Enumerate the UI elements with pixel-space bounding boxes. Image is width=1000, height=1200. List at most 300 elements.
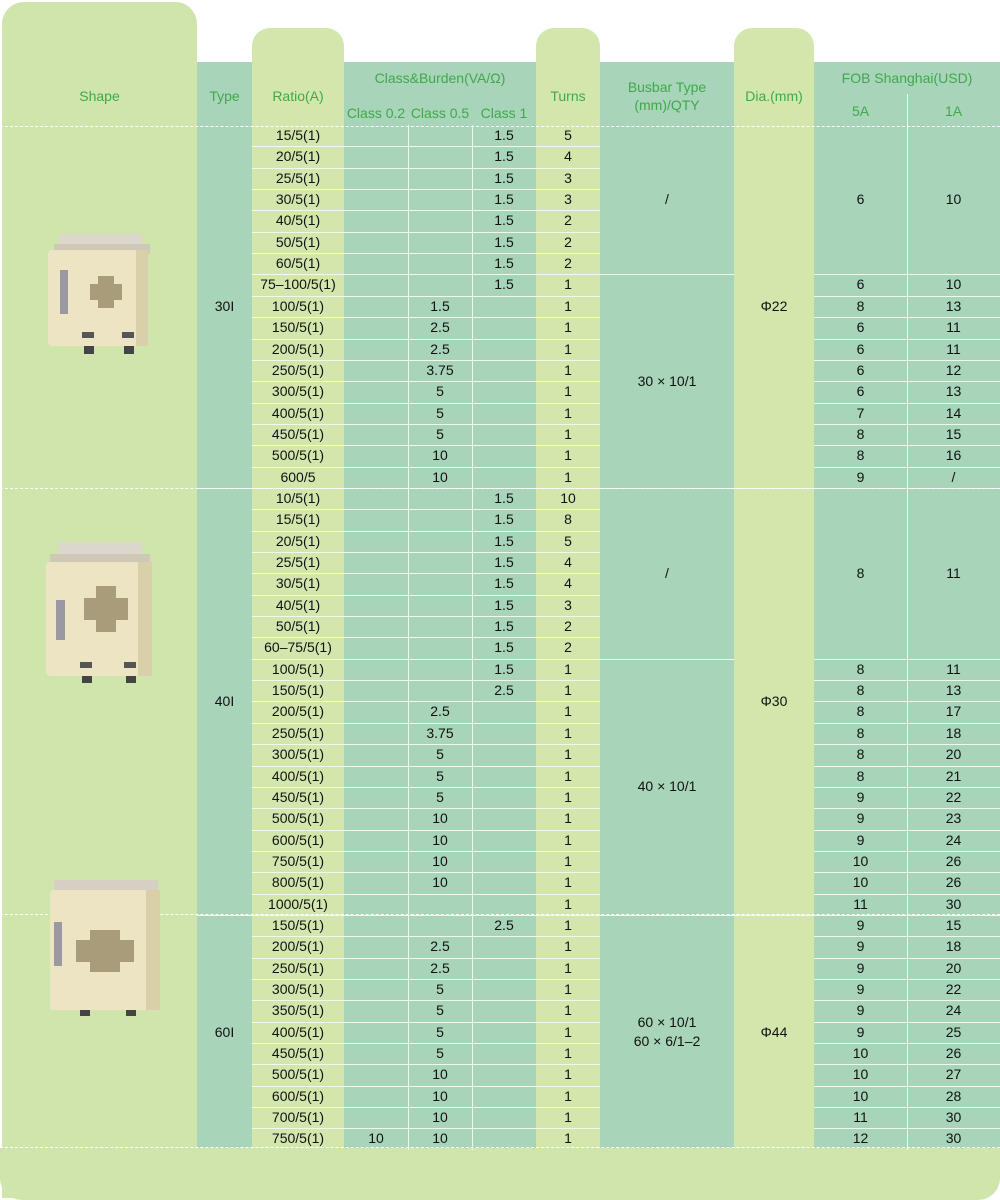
cell-ratio: 400/5(1) [271, 1023, 325, 1040]
cell-c1: 1.5 [494, 191, 514, 208]
busbar-cell-line: 60 × 10/1 [637, 1014, 697, 1031]
cell-c05 [408, 659, 472, 680]
cell-c1 [472, 360, 536, 381]
cell-c02 [344, 616, 408, 637]
cell-p1: / [951, 468, 956, 485]
cell-c02 [344, 872, 408, 893]
cell-p5: 10 [852, 1087, 869, 1104]
cell-c1 [472, 445, 536, 466]
cell-p1: 15 [945, 916, 962, 933]
cell-p1: 10 [945, 276, 962, 293]
cell-c05: 5 [436, 425, 444, 442]
cell-c1 [472, 851, 536, 872]
cell-c1 [472, 894, 536, 915]
cell-p5: 10 [852, 1045, 869, 1062]
cell-ratio: 200/5(1) [271, 703, 325, 720]
cell-ratio: 450/5(1) [271, 1045, 325, 1062]
cell-c1 [472, 872, 536, 893]
cell-c05 [408, 595, 472, 616]
cell-p5: 9 [856, 1002, 865, 1019]
cell-c02 [344, 744, 408, 765]
price-5a-cell: 6 [856, 191, 865, 208]
cell-c05: 2.5 [430, 703, 450, 720]
header-fob-1a: 1A [944, 103, 963, 119]
cell-c1: 1.5 [494, 127, 514, 143]
cell-c02 [344, 509, 408, 530]
cell-turns: 1 [564, 383, 572, 400]
cell-c02 [344, 189, 408, 210]
transformer-40i-image [40, 540, 160, 685]
cell-ratio: 700/5(1) [271, 1109, 325, 1126]
cell-c05: 5 [436, 767, 444, 784]
cell-p1: 27 [945, 1066, 962, 1083]
cell-turns: 1 [564, 447, 572, 464]
cell-p1: 26 [945, 1045, 962, 1062]
cell-c02 [344, 723, 408, 744]
cell-ratio: 500/5(1) [271, 1066, 325, 1083]
cell-c02 [344, 1107, 408, 1128]
cell-ratio: 150/5(1) [271, 916, 325, 933]
cell-c05 [408, 253, 472, 274]
cell-turns: 1 [564, 660, 572, 677]
cell-ratio: 250/5(1) [271, 959, 325, 976]
transformer-30i-image [40, 232, 160, 360]
cell-ratio: 30/5(1) [275, 191, 321, 208]
cell-c1 [472, 701, 536, 722]
cell-c1: 1.5 [494, 554, 514, 570]
cell-ratio: 200/5(1) [271, 938, 325, 955]
cell-turns: 2 [564, 233, 572, 250]
cell-p1: 17 [945, 703, 962, 720]
cell-c1 [472, 830, 536, 851]
cell-ratio: 600/5(1) [271, 831, 325, 848]
cell-ratio: 400/5(1) [271, 404, 325, 421]
cell-p1: 13 [945, 383, 962, 400]
busbar-cell [600, 488, 734, 659]
header-fob-5a: 5A [851, 103, 870, 119]
cell-c1 [472, 979, 536, 1000]
cell-c02 [344, 1064, 408, 1085]
cell-turns: 1 [564, 959, 572, 976]
cell-ratio: 10/5(1) [275, 489, 321, 506]
cell-p5: 8 [856, 682, 865, 699]
cell-ratio: 350/5(1) [271, 1002, 325, 1019]
cell-ratio: 60/5(1) [275, 255, 321, 272]
cell-turns: 2 [564, 212, 572, 229]
cell-ratio: 15/5(1) [275, 511, 321, 528]
cell-c05 [408, 637, 472, 658]
cell-c05 [408, 146, 472, 167]
cell-p5: 9 [856, 916, 865, 933]
cell-ratio: 15/5(1) [275, 127, 321, 143]
cell-c02 [344, 766, 408, 787]
cell-turns: 1 [564, 361, 572, 378]
header-shape: Shape [79, 88, 120, 104]
cell-turns: 4 [564, 554, 572, 570]
cell-turns: 1 [564, 340, 572, 357]
cell-turns: 3 [564, 169, 572, 186]
cell-turns: 1 [564, 297, 572, 314]
cell-c02 [344, 787, 408, 808]
cell-p1: 24 [945, 831, 962, 848]
cell-c1 [472, 403, 536, 424]
cell-p5: 6 [856, 383, 865, 400]
cell-c05: 10 [432, 831, 448, 848]
cell-c02 [344, 659, 408, 680]
cell-c02 [344, 339, 408, 360]
cell-c02 [344, 573, 408, 594]
header-turns: Turns [550, 88, 586, 104]
cell-p1: 28 [945, 1087, 962, 1104]
cell-p5: 8 [856, 703, 865, 720]
cell-ratio: 200/5(1) [271, 340, 325, 357]
cell-c1: 1.5 [494, 532, 514, 549]
busbar-cell [600, 659, 734, 915]
cell-p1: 30 [945, 1109, 962, 1126]
cell-c02 [344, 637, 408, 658]
cell-c02 [344, 381, 408, 402]
cell-turns: 1 [564, 1109, 572, 1126]
cell-p1: 30 [945, 895, 962, 912]
cell-c05: 10 [432, 447, 448, 464]
cell-p5: 6 [856, 340, 865, 357]
cell-p5: 9 [856, 1023, 865, 1040]
cell-c02 [344, 979, 408, 1000]
header-class-1: Class 1 [480, 105, 528, 121]
cell-turns: 1 [564, 810, 572, 827]
cell-ratio: 30/5(1) [275, 575, 321, 592]
cell-c05: 10 [432, 874, 448, 891]
cell-ratio: 150/5(1) [271, 682, 325, 699]
cell-p5: 7 [856, 404, 865, 421]
cell-c1 [472, 1086, 536, 1107]
cell-turns: 1 [564, 1023, 572, 1040]
cell-c1 [472, 1043, 536, 1064]
cell-c1: 1.5 [494, 255, 514, 272]
type-cell: 30I [214, 297, 235, 314]
busbar-cell [600, 274, 734, 488]
cell-c05: 5 [436, 1002, 444, 1019]
cell-turns: 1 [564, 1087, 572, 1104]
cell-c1: 1.5 [494, 169, 514, 186]
cell-c1: 2.5 [494, 682, 514, 699]
cell-c05 [408, 573, 472, 594]
type-cell: 40I [214, 692, 235, 709]
header-ratio: Ratio(A) [272, 88, 324, 104]
cell-c05: 5 [436, 981, 444, 997]
cell-c02 [344, 232, 408, 253]
cell-c02 [344, 467, 408, 488]
cell-turns: 2 [564, 618, 572, 635]
busbar-cell-line: / [665, 191, 669, 208]
dia-cell: Φ44 [760, 1023, 788, 1040]
cell-c02 [344, 958, 408, 979]
cell-turns: 2 [564, 639, 572, 656]
cell-c02 [344, 125, 408, 146]
transformer-60i-image [50, 878, 162, 1018]
cell-ratio: 20/5(1) [275, 148, 321, 165]
cell-p1: 13 [945, 682, 962, 699]
cell-c02 [344, 360, 408, 381]
cell-c1: 1.5 [494, 618, 514, 635]
cell-c05: 5 [436, 1045, 444, 1062]
cell-c1: 1.5 [494, 575, 514, 592]
cell-p1: 18 [945, 938, 962, 955]
busbar-cell-line: 60 × 6/1–2 [633, 1033, 701, 1050]
price-1a-cell: 11 [946, 564, 961, 581]
cell-p5: 8 [856, 297, 865, 314]
cell-c05: 10 [432, 1109, 448, 1126]
cell-p1: 30 [945, 1130, 962, 1147]
cell-ratio: 400/5(1) [271, 767, 325, 784]
cell-ratio: 800/5(1) [271, 874, 325, 891]
cell-c05: 10 [432, 468, 448, 485]
cell-ratio: 40/5(1) [275, 212, 321, 229]
cell-c05: 3.75 [426, 361, 454, 378]
cell-p1: 21 [945, 767, 962, 784]
cell-c02 [344, 1043, 408, 1064]
cell-c02 [344, 701, 408, 722]
header-type: Type [209, 88, 240, 104]
cell-ratio: 60–75/5(1) [264, 639, 332, 656]
cell-ratio: 500/5(1) [271, 810, 325, 827]
cell-p5: 10 [852, 852, 869, 869]
cell-turns: 1 [564, 404, 572, 421]
cell-c02: 10 [368, 1130, 384, 1147]
cell-c1 [472, 1107, 536, 1128]
cell-c02 [344, 595, 408, 616]
cell-c05: 5 [436, 1023, 444, 1040]
cell-p1: 22 [945, 981, 962, 997]
cell-turns: 4 [564, 148, 572, 165]
cell-c05 [408, 168, 472, 189]
cell-turns: 1 [564, 1130, 572, 1147]
cell-c05 [408, 189, 472, 210]
cell-c02 [344, 317, 408, 338]
cell-turns: 5 [564, 532, 572, 549]
cell-c05 [408, 915, 472, 936]
cell-p1: 22 [945, 788, 962, 805]
cell-ratio: 300/5(1) [271, 981, 325, 997]
cell-turns: 1 [564, 1002, 572, 1019]
cell-c1: 1.5 [494, 639, 514, 656]
cell-c1 [472, 958, 536, 979]
cell-c1 [472, 424, 536, 445]
cell-c05 [408, 552, 472, 573]
cell-c02 [344, 1086, 408, 1107]
cell-c05 [408, 274, 472, 295]
cell-ratio: 450/5(1) [271, 425, 325, 442]
cell-c02 [344, 168, 408, 189]
cell-c05: 2.5 [430, 959, 450, 976]
cell-turns: 10 [560, 489, 576, 506]
cell-p5: 10 [852, 1066, 869, 1083]
cell-turns: 5 [564, 127, 572, 143]
cell-p5: 9 [856, 831, 865, 848]
cell-c02 [344, 274, 408, 295]
busbar-cell-line: / [665, 564, 669, 581]
cell-c05: 5 [436, 746, 444, 763]
cell-p1: 26 [945, 874, 962, 891]
cell-c05: 10 [432, 852, 448, 869]
cell-ratio: 50/5(1) [275, 233, 321, 250]
cell-turns: 1 [564, 746, 572, 763]
cell-p5: 9 [856, 468, 865, 485]
type-cell: 60I [214, 1023, 235, 1040]
cell-c05: 2.5 [430, 938, 450, 955]
cell-turns: 1 [564, 276, 572, 293]
cell-c02 [344, 851, 408, 872]
price-5a-cell: 8 [856, 564, 865, 581]
cell-turns: 1 [564, 703, 572, 720]
cell-ratio: 600/5 [280, 468, 316, 485]
header-busbar-line2: (mm)/QTY [634, 97, 700, 113]
cell-turns: 1 [564, 425, 572, 442]
cell-ratio: 100/5(1) [271, 660, 325, 677]
cell-p5: 6 [856, 276, 865, 293]
cell-p1: 24 [945, 1002, 962, 1019]
cell-p5: 11 [853, 1109, 868, 1126]
cell-c05 [408, 894, 472, 915]
cell-c02 [344, 552, 408, 573]
cell-p5: 9 [856, 981, 865, 997]
cell-c02 [344, 146, 408, 167]
cell-c1: 1.5 [494, 660, 514, 677]
cell-c1 [472, 1022, 536, 1043]
cell-turns: 1 [564, 767, 572, 784]
cell-turns: 1 [564, 874, 572, 891]
cell-p5: 12 [852, 1130, 869, 1147]
busbar-cell [600, 125, 734, 274]
cell-turns: 1 [564, 1045, 572, 1062]
cell-turns: 1 [564, 1066, 572, 1083]
cell-turns: 8 [564, 511, 572, 528]
cell-p5: 8 [856, 746, 865, 763]
cell-p5: 8 [856, 724, 865, 741]
cell-c05 [408, 125, 472, 146]
cell-c05 [408, 210, 472, 231]
cell-c1: 1.5 [494, 511, 514, 528]
cell-ratio: 100/5(1) [271, 297, 325, 314]
cell-p1: 12 [945, 361, 962, 378]
cell-turns: 1 [564, 788, 572, 805]
cell-ratio: 25/5(1) [275, 169, 321, 186]
cell-ratio: 450/5(1) [271, 788, 325, 805]
cell-c05 [408, 531, 472, 552]
cell-p1: 13 [945, 297, 962, 314]
cell-p1: 11 [946, 340, 961, 357]
cell-turns: 1 [564, 852, 572, 869]
cell-c05 [408, 616, 472, 637]
cell-c02 [344, 531, 408, 552]
cell-c1 [472, 723, 536, 744]
cell-c1 [472, 936, 536, 957]
cell-turns: 4 [564, 575, 572, 592]
cell-turns: 1 [564, 682, 572, 699]
cell-c1: 2.5 [494, 916, 514, 933]
dia-cell: Φ30 [760, 692, 788, 709]
cell-c02 [344, 915, 408, 936]
cell-p5: 11 [853, 895, 868, 912]
cell-c02 [344, 424, 408, 445]
cell-c05: 5 [436, 383, 444, 400]
cell-c1 [472, 317, 536, 338]
cell-turns: 1 [564, 895, 572, 912]
cell-c1: 1.5 [494, 212, 514, 229]
cell-c05 [408, 509, 472, 530]
cell-p5: 9 [856, 938, 865, 955]
cell-turns: 1 [564, 468, 572, 485]
cell-c1 [472, 766, 536, 787]
cell-p5: 9 [856, 810, 865, 827]
cell-p5: 9 [856, 959, 865, 976]
cell-c1 [472, 381, 536, 402]
cell-ratio: 600/5(1) [271, 1087, 325, 1104]
cell-p5: 8 [856, 425, 865, 442]
header-busbar-line1: Busbar Type [627, 79, 707, 95]
cell-c05 [408, 232, 472, 253]
cell-p5: 6 [856, 319, 865, 336]
cell-c1 [472, 808, 536, 829]
header-class-0-5: Class 0.5 [410, 105, 470, 121]
cell-ratio: 300/5(1) [271, 383, 325, 400]
cell-c05: 10 [432, 1066, 448, 1083]
cell-p1: 16 [945, 447, 962, 464]
cell-ratio: 50/5(1) [275, 618, 321, 635]
cell-c05 [408, 488, 472, 509]
cell-c02 [344, 1000, 408, 1021]
cell-c05 [408, 680, 472, 701]
cell-p1: 11 [946, 660, 961, 677]
cell-ratio: 75–100/5(1) [260, 276, 336, 293]
cell-p1: 25 [945, 1023, 962, 1040]
cell-p5: 8 [856, 660, 865, 677]
price-1a-cell: 10 [945, 191, 962, 208]
cell-c1 [472, 1000, 536, 1021]
busbar-cell [600, 915, 734, 1150]
cell-turns: 1 [564, 831, 572, 848]
cell-c1 [472, 787, 536, 808]
cell-turns: 1 [564, 319, 572, 336]
cell-p5: 6 [856, 361, 865, 378]
cell-ratio: 40/5(1) [275, 596, 321, 613]
cell-p1: 11 [946, 319, 961, 336]
cell-ratio: 20/5(1) [275, 532, 321, 549]
cell-turns: 1 [564, 981, 572, 997]
cell-c1: 1.5 [494, 148, 514, 165]
cell-c1 [472, 1064, 536, 1085]
cell-p5: 8 [856, 767, 865, 784]
cell-c1: 1.5 [494, 276, 514, 293]
cell-c1 [472, 296, 536, 317]
cell-ratio: 250/5(1) [271, 724, 325, 741]
cell-c02 [344, 296, 408, 317]
cell-ratio: 150/5(1) [271, 319, 325, 336]
cell-c1 [472, 339, 536, 360]
header-class-0-2: Class 0.2 [346, 105, 406, 121]
busbar-cell-line: 30 × 10/1 [637, 372, 697, 389]
cell-p1: 20 [945, 959, 962, 976]
cell-turns: 2 [564, 255, 572, 272]
cell-c1: 1.5 [494, 233, 514, 250]
cell-turns: 3 [564, 191, 572, 208]
cell-c1: 1.5 [494, 596, 514, 613]
cell-c02 [344, 253, 408, 274]
cell-c1 [472, 1128, 536, 1149]
cell-p1: 26 [945, 852, 962, 869]
cell-c02 [344, 808, 408, 829]
cell-c05: 5 [436, 788, 444, 805]
